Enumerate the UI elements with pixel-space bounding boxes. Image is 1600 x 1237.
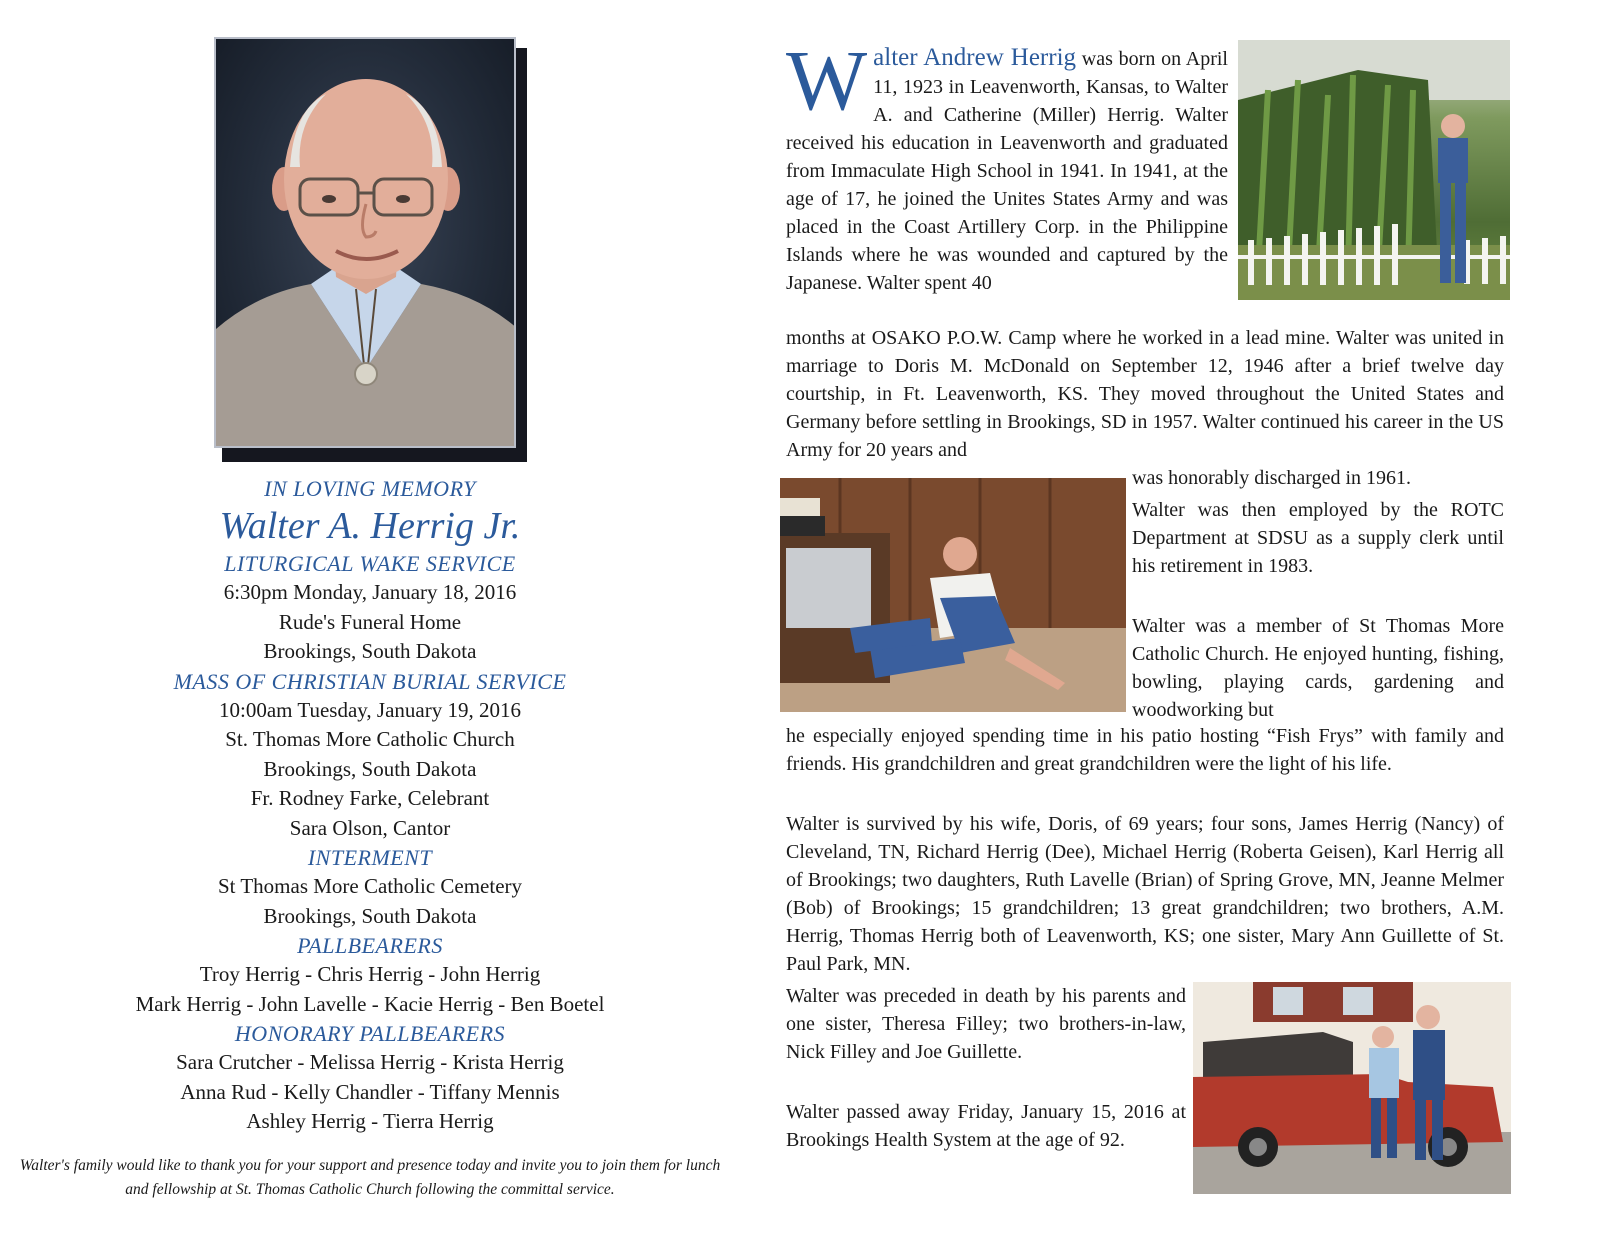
wake-location: Brookings, South Dakota [263,639,477,663]
truck-illustration [1193,982,1511,1194]
obituary-paragraph-6: Walter passed away Friday, January 15, 2016 at Brookings Health System at the age of 92. [786,1101,1186,1151]
mass-location: Brookings, South Dakota [263,756,477,781]
wake-time: 6:30pm Monday, January 18, 2016 [223,580,517,604]
mass-time: 10:00am Tuesday, January 19, 2016 [219,697,521,722]
obituary-p1-text: was born on April 11, 1923 in Leavenworth, Kansas, to Walter A. and Catherine (Miller) Herrig. Walter received his education in Leavenworth and graduated from Immaculate High School in 1941. In 1941, at the age of 17, he joined the Unites States Army and was placed in the Coast Artillery Corp. in the Philippine Islands where he was wounded and captured by the Japanese. Walter spent 40 [786,48,1228,294]
portrait-illustration [216,39,516,448]
honorary-line-3: Ashley Herrig - Tierra Herrig [246,1109,494,1133]
wake-heading: LITURGICAL WAKE SERVICE [224,551,516,576]
deceased-name: Walter A. Herrig Jr. [219,505,521,547]
obituary-paragraph-3a: Walter was a member of St Thomas More Catholic Church. He enjoyed hunting, fishing, bowling, playing cards, gardening and woodworking but [1132,615,1504,721]
obituary-lead-name: alter Andrew Herrig [873,44,1077,71]
interment-heading: INTERMENT [307,845,433,870]
interment-venue: St Thomas More Catholic Cemetery [217,874,523,898]
mass-celebrant: Fr. Rodney Farke, Celebrant [250,786,490,810]
wake-venue: Rude's Funeral Home [278,609,462,634]
portrait-photo [214,37,516,448]
pallbearers-line-2: Mark Herrig - John Lavelle - Kacie Herrig - Ben Boetel [135,991,605,1016]
pallbearers-line-1: Troy Herrig - Chris Herrig - John Herrig [199,962,541,986]
obituary-paragraph-4: Walter is survived by his wife, Doris, of 69 years; four sons, James Herrig (Nancy) of Cleveland, TN, Richard Herrig (Dee), Michael Herrig (Roberta Geisen), Karl Herrig all of Brookings; two daughters, Ruth Lavelle (Brian) of Spring Grove, MN, Jeanne Melmer (Bob) of Brookings; 15 grandchildren; 13 great grandchildren; two brothers, A.M. Herrig, Thomas Herrig both of Leavenworth, KS; one sister, Mary Ann Guillette of St. Paul Park, MN. [786,813,1504,975]
memorial-text [0,474,740,1137]
obituary-dropcap: W [786,32,868,128]
in-loving-memory-heading: IN LOVING MEMORY [264,476,476,501]
interment-location: Brookings, South Dakota [263,903,477,928]
living-room-photo [780,478,1126,712]
family-thanks-note: Walter's family would like to thank you for your support and presence today and invite you to join them for lunch and fellowship at St. Thomas Catholic Church following the committal service. [19,1156,721,1198]
memorial-panel [0,0,740,1237]
mass-heading: MASS OF CHRISTIAN BURIAL SERVICE [173,668,567,694]
honorary-pallbearers-heading: HONORARY PALLBEARERS [234,1021,506,1046]
honorary-line-1: Sara Crutcher - Melissa Herrig - Krista Herrig [176,1050,564,1074]
mass-cantor: Sara Olson, Cantor [289,815,451,840]
garden-illustration [1238,40,1510,300]
obituary-paragraph-5: Walter was preceded in death by his parents and one sister, Theresa Filley; two brothers-in-law, Nick Filley and Joe Guillette. [786,985,1186,1063]
obituary-paragraph-1 [786,32,1228,297]
obituary-paragraph-1c: was honorably discharged in 1961. [1132,467,1412,489]
obituary-paragraph-1b: months at OSAKO P.O.W. Camp where he worked in a lead mine. Walter was united in marriage to Doris M. McDonald on September 12, 1946 after a brief twelve day courtship, in Ft. Leavenworth, KS. They moved throughout the United States and Germany before settling in Brookings, SD in 1957. Walter continued his career in the US Army for 20 years and [786,327,1504,461]
pallbearers-heading: PALLBEARERS [297,933,443,958]
living-room-illustration [780,478,1126,712]
obituary-paragraph-2: Walter was then employed by the ROTC Department at SDSU as a supply clerk until his retirement in 1983. [1132,499,1504,577]
obituary-paragraph-3b: he especially enjoyed spending time in his patio hosting “Fish Frys” with family and friends. His grandchildren and great grandchildren were the light of his life. [786,725,1504,775]
truck-photo [1193,982,1511,1194]
mass-venue: St. Thomas More Catholic Church [225,727,515,751]
garden-photo [1238,40,1510,300]
honorary-line-2: Anna Rud - Kelly Chandler - Tiffany Mennis [180,1079,560,1104]
